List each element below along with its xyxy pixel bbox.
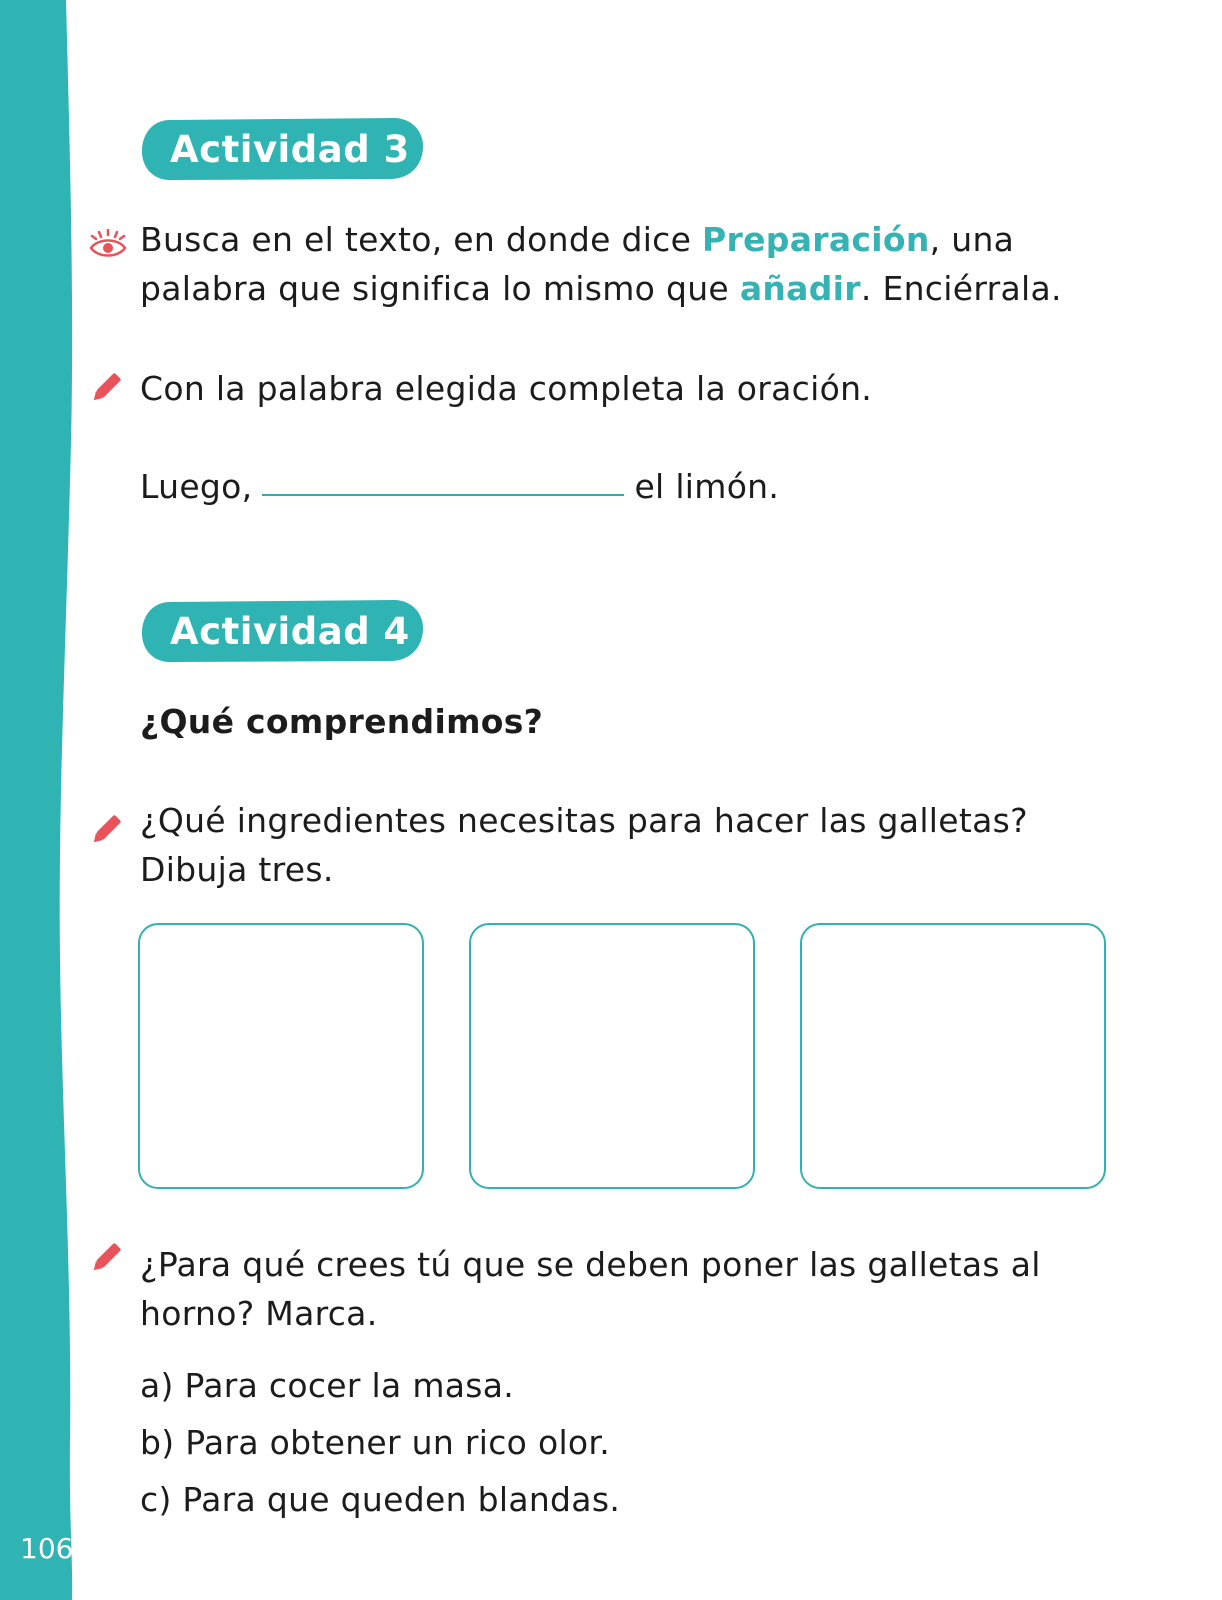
answer-blank[interactable] [262, 493, 624, 496]
highlight-anadir: añadir [739, 269, 861, 308]
eye-icon [88, 229, 128, 259]
pencil-icon [88, 366, 128, 406]
question-1: ¿Qué ingredientes necesitas para hacer las galletas? Dibuja tres. [140, 801, 1028, 889]
drawing-box-2[interactable] [469, 923, 755, 1189]
activity-3-title: Actividad 3 [170, 127, 410, 171]
drawing-box-3[interactable] [800, 923, 1106, 1189]
activity-4-title: Actividad 4 [170, 609, 410, 653]
pencil-icon [88, 808, 128, 848]
question-2: ¿Para qué crees tú que se deben poner las galletas al horno? Marca. [140, 1245, 1041, 1333]
option-b[interactable]: b) Para obtener un rico olor. [140, 1423, 611, 1462]
drawing-box-1[interactable] [138, 923, 424, 1189]
comprehension-heading: ¿Qué comprendimos? [140, 702, 544, 741]
activity-3-instruction-2: Con la palabra elegida completa la oración. [140, 369, 873, 408]
activity-3-instruction-1: Busca en el texto, en donde dice Preparación, una palabra que significa lo mismo que añadir. Enciérrala. [140, 220, 1062, 308]
option-a[interactable]: a) Para cocer la masa. [140, 1366, 515, 1405]
activity-4-badge [140, 600, 424, 662]
page-number: 106 [20, 1532, 74, 1565]
activity-3-badge [140, 118, 424, 180]
fill-in-sentence: Luego, el limón. [140, 467, 780, 506]
highlight-preparacion: Preparación [702, 220, 930, 259]
option-c[interactable]: c) Para que queden blandas. [140, 1480, 621, 1519]
pencil-icon [88, 1236, 128, 1276]
